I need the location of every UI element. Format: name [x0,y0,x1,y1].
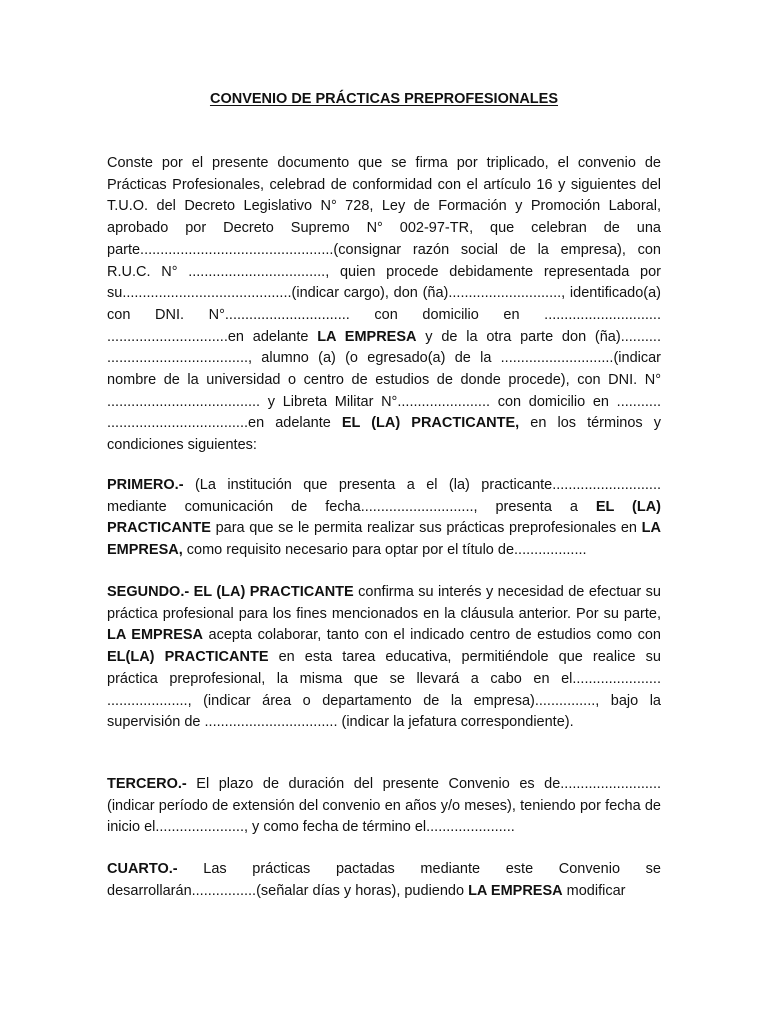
cuarto-text-1: Las prácticas pactadas mediante este Convenio se desarrollarán................(señalar días y horas), pudiendo [107,861,661,899]
segundo-text-3: en esta tarea educativa, permitiéndole que realice su práctica preprofesional, la misma que se llevará a cabo en el...................... ...................., (indicar área o departamento de la empresa)..............., bajo la supervisión de ................................. (indicar la jefatura correspondiente). [107,649,661,731]
segundo-heading: SEGUNDO.- EL (LA) PRACTICANTE [107,584,354,600]
cuarto-heading: CUARTO.- [107,861,178,877]
intro-text-3: en los términos y condiciones siguientes: [107,415,661,454]
clause-cuarto [107,859,661,902]
tercero-text-1: El plazo de duración del presente Convenio es de......................... (indicar período de extensión del convenio en años y/o meses), teniendo por fecha de inicio el......................, y como fecha de término el...................... [107,776,661,836]
segundo-text-2: acepta colaborar, tanto con el indicado centro de estudios como con [203,627,661,644]
primero-heading: PRIMERO.- [107,477,184,493]
clause-segundo [107,582,661,734]
document-title: CONVENIO DE PRÁCTICAS PREPROFESIONALES [209,91,559,107]
segundo-bold-empresa: LA EMPRESA [107,627,204,644]
primero-text-2: para que se le permita realizar sus prácticas preprofesionales en [210,520,642,537]
cuarto-text-2: modificar [562,882,626,899]
clause-tercero [107,774,661,839]
intro-bold-empresa: LA EMPRESA [317,328,417,345]
primero-bold-practicante: EL (LA) PRACTICANTE [107,498,661,537]
segundo-bold-practicante: EL(LA) PRACTICANTE [107,649,269,666]
intro-paragraph [107,153,661,457]
primero-text-3: como requisito necesario para optar por el título de.................. [182,542,587,559]
primero-text-1: (La institución que presenta a el (la) practicante........................... mediante comunicación de fecha............................, presenta a [107,477,661,515]
tercero-heading: TERCERO.- [107,776,187,792]
intro-text-2: y de la otra parte don (ña).......... ..................................., alumno (a) (o egresado(a) de la ............................(indicar nombre de la universidad o centro de estudios de donde procede), con DNI. N° ...................................... y Libreta Militar N°....................... con domicilio en ........... ...................................en adelante [107,328,661,432]
intro-text-1: Conste por el presente documento que se firma por triplicado, el convenio de Prácticas Profesionales, celebrad de conformidad con el artículo 16 y siguientes del T.U.O. del Decreto Legislativo N° 728, Ley de Formación y Promoción Laboral, aprobado por Decreto Supremo N° 002-97-TR, que celebran de una parte................................................(consignar razón social de la empresa), con R.U.C. N° .................................., quien procede debidamente representada por su..........................................(indicar cargo), don (ña)............................, identificado(a) con DNI. N°............................... con domicilio en ............................. ..............................en adelante [107,155,661,345]
clause-primero [107,475,661,562]
cuarto-bold-empresa: LA EMPRESA [468,882,563,899]
segundo-text-1: confirma su interés y necesidad de efectuar su práctica profesional para los fines mencionados en la cláusula anterior. Por su parte, [107,584,661,622]
intro-bold-practicante: EL (LA) PRACTICANTE, [341,415,520,432]
primero-bold-empresa: LA EMPRESA, [107,520,661,559]
